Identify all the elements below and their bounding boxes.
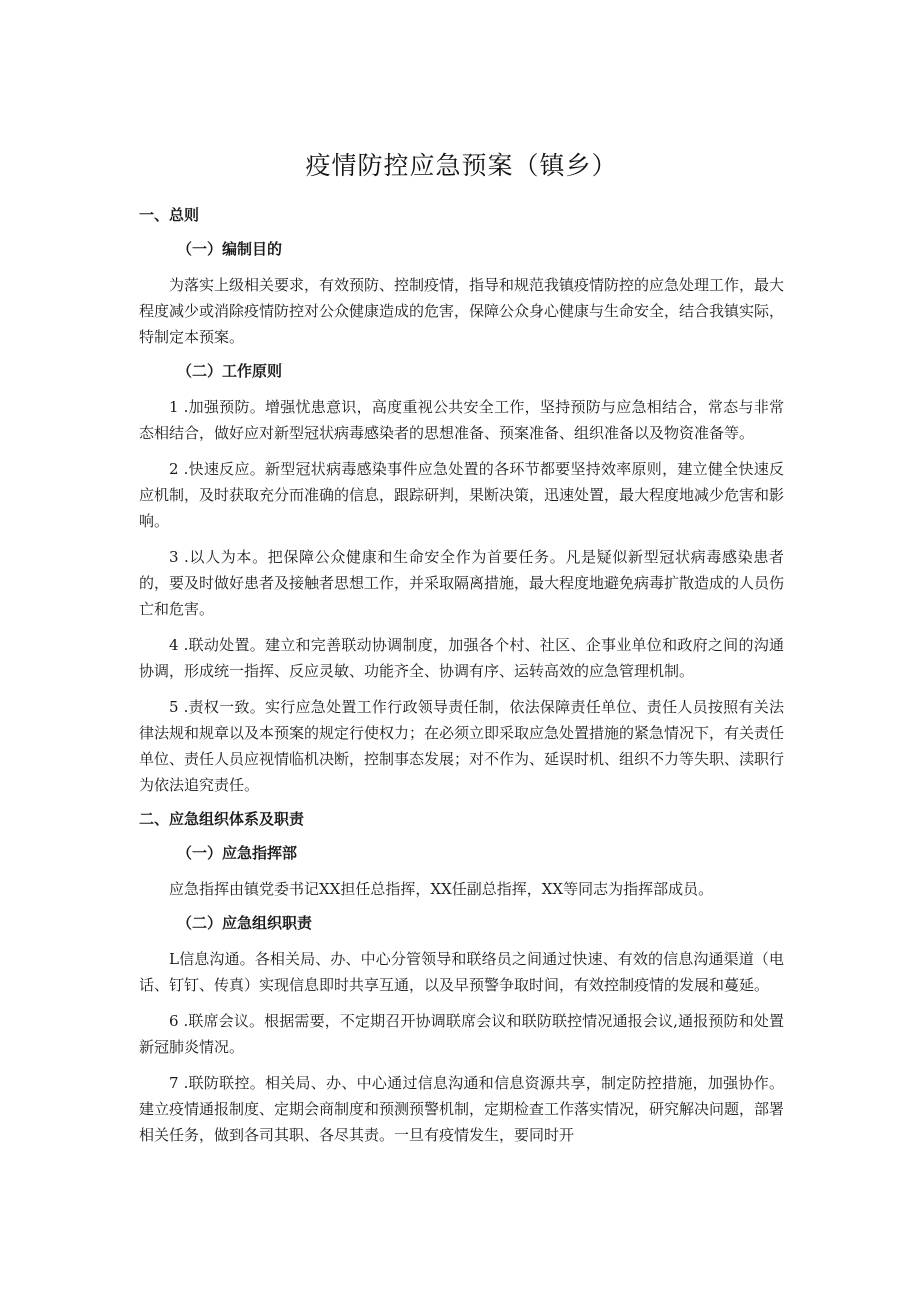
paragraph-purpose: 为落实上级相关要求，有效预防、控制疫情，指导和规范我镇疫情防控的应急处理工作，最大程度减少或消除疫情防控对公众健康造成的危害，保障公众身心健康与生命安全，结合我镇实际，特制定本预案。 [139, 276, 785, 346]
paragraph-duty-2: 6 .联席会议。根据需要，不定期召开协调联席会议和联防联控情况通报会议,通报预防和处置新冠肺炎情况。 [139, 1012, 784, 1056]
paragraph-principle-1: 1 .加强预防。增强忧患意识，高度重视公共安全工作，坚持预防与应急相结合，常态与非常态相结合，做好应对新型冠状病毒感染者的思想准备、预案准备、组织准备以及物资准备等。 [139, 398, 784, 442]
paragraph-command: 应急指挥由镇党委书记XX担任总指挥，XX任副总指挥，XX等同志为指挥部成员。 [169, 880, 714, 898]
document-title: 疫情防控应急预案（镇乡） [305, 151, 618, 180]
document-page [139, 140, 784, 1158]
paragraph-principle-4: 4 .联动处置。建立和完善联动协调制度，加强各个村、社区、企事业单位和政府之间的沟通协调，形成统一指挥、反应灵敏、功能齐全、协调有序、运转高效的应急管理机制。 [139, 636, 784, 680]
subsection-heading-principles: （二）工作原则 [177, 362, 283, 380]
subsection-heading-command: （一）应急指挥部 [177, 844, 298, 862]
paragraph-duty-3: 7 .联防联控。相关局、办、中心通过信息沟通和信息资源共享，制定防控措施，加强协作。建立疫情通报制度、定期会商制度和预测预警机制，定期检查工作落实情况，研究解决问题，部署相关任务，做到各司其职、各尽其责。一旦有疫情发生，要同时开 [139, 1074, 785, 1144]
paragraph-duty-1: L信息沟通。各相关局、办、中心分管领导和联络员之间通过快速、有效的信息沟通渠道（电话、钉钉、传真）实现信息即时共享互通，以及早预警争取时间，有效控制疫情的发展和蔓延。 [139, 950, 784, 994]
subsection-heading-purpose: （一）编制目的 [177, 240, 283, 258]
paragraph-principle-5: 5 .责权一致。实行应急处置工作行政领导责任制，依法保障责任单位、责任人员按照有关法律法规和规章以及本预案的规定行使权力；在必须立即采取应急处置措施的紧急情况下，有关责任单位、责任人员应视情临机决断，控制事态发展；对不作为、延误时机、组织不力等失职、渎职行为依法追究责任。 [139, 698, 785, 794]
section-heading-organization: 二、应急组织体系及职责 [139, 810, 305, 828]
paragraph-principle-3: 3 .以人为本。把保障公众健康和生命安全作为首要任务。凡是疑似新型冠状病毒感染患者的，要及时做好患者及接触者思想工作，并采取隔离措施，最大程度地避免病毒扩散造成的人员伤亡和危害。 [139, 548, 785, 618]
section-heading-general: 一、总则 [139, 206, 200, 224]
subsection-heading-duties: （二）应急组织职责 [177, 914, 313, 932]
paragraph-principle-2: 2 .快速反应。新型冠状病毒感染事件应急处置的各环节都要坚持效率原则，建立健全快速反应机制，及时获取充分而准确的信息，跟踪研判，果断决策，迅速处置，最大程度地减少危害和影响。 [139, 460, 785, 530]
